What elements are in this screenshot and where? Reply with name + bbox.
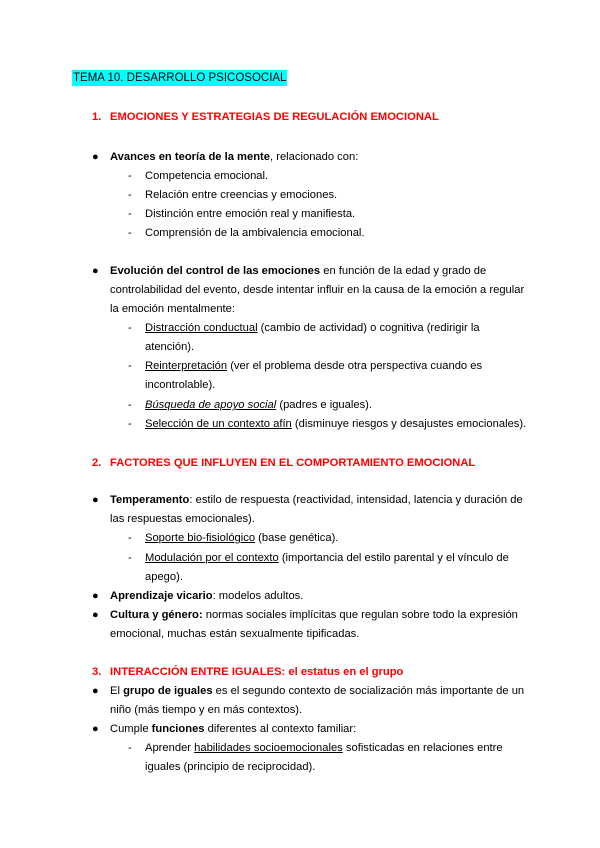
s1-b2-item-3: Búsqueda de apoyo social (padres e iguales). [145,399,373,411]
dash: - [128,418,132,430]
s2-bullet-2: Aprendizaje vicario: modelos adultos. [110,590,304,602]
bullet: ● [92,609,99,621]
s1-b2-item-2: Reinterpretación (ver el problema desde otra perspectiva cuando es [145,360,483,372]
dash: - [128,742,132,754]
s2-bullet-3-line-2: emocional, muchas están sexualmente tipificadas. [110,628,360,640]
s2-b1-item-1: Soporte bio-fisiológico (base genética). [145,532,339,544]
s1-b2-item-4: Selección de un contexto afín (disminuye riesgos y desajustes emocionales). [145,418,527,430]
s1-b1-item-4: Comprensión de la ambivalencia emocional. [145,227,365,239]
s1-bullet-1: Avances en teoría de la mente, relacionado con: [110,151,359,163]
bullet: ● [92,151,99,163]
document-title: TEMA 10. DESARROLLO PSICOSOCIAL [73,72,287,84]
bullet: ● [92,685,99,697]
s2-bullet-1: Temperamento: estilo de respuesta (reactividad, intensidad, latencia y duración de [110,494,523,506]
section-2-heading: FACTORES QUE INFLUYEN EN EL COMPORTAMIENTO EMOCIONAL [110,457,476,469]
section-3-heading: INTERACCIÓN ENTRE IGUALES: el estatus en el grupo [110,666,404,678]
s3-b2-item-1-line-2: iguales (principio de reciprocidad). [145,761,316,773]
s1-bullet-2-line-2: controlabilidad del evento, desde intentar influir en la causa de la emoción a regular [110,284,525,296]
s1-b2-item-1: Distracción conductual (cambio de actividad) o cognitiva (redirigir la [145,322,480,334]
s2-b1-item-2-line-2: apego). [145,571,183,583]
section-2-number: 2. [92,457,102,469]
s2-bullet-3: Cultura y género: normas sociales implícitas que regulan sobre todo la expresión [110,609,518,621]
s2-bullet-1-line-2: las respuestas emocionales). [110,513,255,525]
dash: - [128,189,132,201]
dash: - [128,360,132,372]
s3-bullet-1: El grupo de iguales es el segundo contexto de socialización más importante de un [110,685,525,697]
s1-b1-item-3: Distinción entre emoción real y manifiesta. [145,208,356,220]
s3-bullet-1-line-2: niño (más tiempo y en más contextos). [110,704,303,716]
s3-b2-item-1: Aprender habilidades socioemocionales sofisticadas en relaciones entre [145,742,503,754]
s1-b1-item-2: Relación entre creencias y emociones. [145,189,338,201]
section-1-heading: EMOCIONES Y ESTRATEGIAS DE REGULACIÓN EMOCIONAL [110,111,439,123]
s3-bullet-2: Cumple funciones diferentes al contexto familiar: [110,723,357,735]
bullet: ● [92,494,99,506]
s1-b2-item-2-line-2: incontrolable). [145,379,216,391]
bullet: ● [92,723,99,735]
s1-bullet-2: Evolución del control de las emociones en función de la edad y grado de [110,265,487,277]
dash: - [128,170,132,182]
dash: - [128,552,132,564]
dash: - [128,227,132,239]
section-3-number: 3. [92,666,102,678]
section-1-number: 1. [92,111,102,123]
dash: - [128,532,132,544]
dash: - [128,208,132,220]
dash: - [128,399,132,411]
s1-bullet-2-line-3: la emoción mentalmente: [110,303,235,315]
s1-b2-item-1-line-2: atención). [145,341,195,353]
bullet: ● [92,265,99,277]
s2-b1-item-2: Modulación por el contexto (importancia del estilo parental y el vínculo de [145,552,509,564]
s1-b1-item-1: Competencia emocional. [145,170,269,182]
bullet: ● [92,590,99,602]
dash: - [128,322,132,334]
